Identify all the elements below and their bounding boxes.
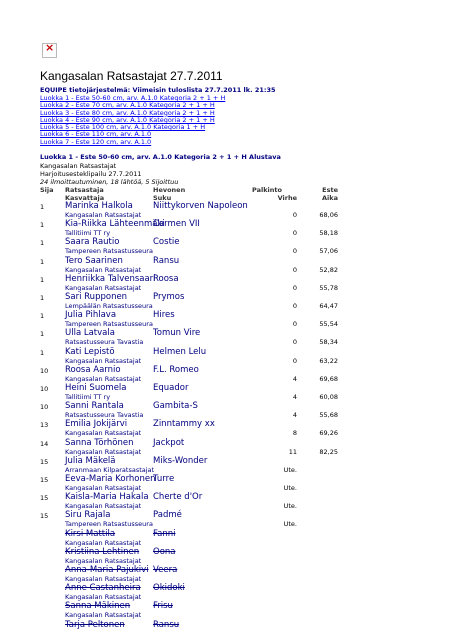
col-fault: Virhe [277, 194, 297, 202]
result-fault: 4 [292, 374, 297, 383]
result-fault: 0 [292, 320, 297, 329]
result-time: 64,47 [319, 302, 338, 310]
class-links [40, 95, 260, 146]
withdrawn-rider: Tarja Peltonen [65, 619, 125, 630]
result-horse: Cherte d'Or [153, 492, 203, 503]
result-fault: Ute. [283, 502, 297, 511]
withdrawn-rider: Anna-Maria Pajukivi [65, 565, 149, 575]
result-horse: Turre [153, 474, 175, 484]
result-time: 82,25 [319, 447, 338, 456]
result-horse: Helmen Lelu [153, 346, 207, 357]
result-horse: Gambita-S [153, 401, 198, 412]
result-rider: Saara Rautio [65, 237, 120, 248]
result-club: Kangasalan Ratsastajat [65, 265, 142, 274]
entry-stats: 24 ilmoittautuminen, 18 lähtöä, 5 Sijoittuu [40, 178, 179, 186]
result-horse: Niittykorven Napoleon [153, 201, 248, 211]
broken-image-icon: × [42, 43, 57, 58]
organizer: Kangasalan Ratsastajat [40, 162, 117, 170]
col-breed: Suku [153, 194, 172, 202]
col-pos: Sija [40, 186, 54, 194]
result-position: 1 [40, 330, 45, 339]
result-position: 15 [40, 512, 49, 521]
result-horse: Roosa [153, 273, 179, 284]
result-rider: Julia Mäkelä [65, 455, 116, 466]
result-position: 10 [40, 385, 49, 393]
withdrawn-club: Kangasalan Ratsastajat [65, 538, 142, 547]
result-club: Kangasalan Ratsastajat [65, 356, 142, 365]
class-heading: Luokka 1 - Este 50-60 cm, arv. A.1.0 Kategoria 2 + 1 + H Alustava [40, 153, 281, 161]
result-position: 1 [40, 312, 45, 321]
result-fault: 0 [292, 338, 297, 347]
result-position: 1 [40, 221, 45, 230]
result-position: 14 [40, 439, 49, 448]
result-horse: Hires [153, 310, 175, 321]
result-position: 1 [40, 294, 45, 302]
result-rider: Sanni Rantala [65, 401, 124, 412]
result-club: Tallitiimi TT ry [65, 393, 111, 401]
result-position: 10 [40, 366, 49, 375]
result-club: Kangasalan Ratsastajat [65, 484, 142, 492]
result-time: 58,18 [319, 229, 338, 238]
result-time: 69,68 [319, 374, 338, 383]
result-time: 68,06 [319, 211, 338, 219]
result-horse: Ransu [153, 255, 180, 266]
col-prize: Palkinto [252, 186, 282, 194]
result-club: Kangasalan Ratsastajat [65, 502, 142, 511]
page-title: Kangasalan Ratsastajat 27.7.2011 [40, 69, 223, 83]
result-club: Kangasalan Ratsastajat [65, 211, 142, 219]
withdrawn-horse: Veera [153, 565, 178, 575]
result-fault: 0 [292, 265, 297, 274]
result-position: 13 [40, 421, 49, 430]
result-fault: 4 [292, 411, 297, 420]
result-position: 1 [40, 348, 45, 357]
withdrawn-horse: Okidoki [153, 583, 185, 594]
result-rider: Heini Suomela [65, 383, 127, 393]
result-position: 10 [40, 403, 49, 412]
result-fault: 0 [292, 229, 297, 238]
withdrawn-horse: Ransu [153, 619, 180, 630]
result-fault: Ute. [283, 465, 297, 474]
result-fault: 0 [292, 247, 297, 256]
withdrawn-club: Kangasalan Ratsastajat [65, 575, 142, 583]
result-time: 63,22 [319, 356, 338, 365]
result-time: 58,34 [319, 338, 338, 347]
withdrawn-club: Kangasalan Ratsastajat [65, 593, 142, 602]
result-position: 15 [40, 457, 49, 466]
result-fault: 0 [292, 211, 297, 219]
result-rider: Julia Pihlava [65, 310, 117, 321]
result-rider: Kia-Riikka Lähteenmäki [65, 219, 165, 230]
withdrawn-horse: Frisu [153, 601, 173, 612]
result-club: Arranmaan Kilparatsastajat [65, 465, 155, 474]
class-link-4[interactable]: Luokka 4 - Este 90 cm, arv. A.1.0 Kategoria 2 + 1 + H [40, 115, 215, 124]
result-rider: Kati Lepistö [65, 346, 115, 357]
result-rider: Roosa Aarnio [65, 364, 121, 375]
result-position: 15 [40, 494, 49, 503]
class-link-3[interactable]: Luokka 3 - Este 80 cm, arv. A.1.0 Kategoria 2 + 1 + H [40, 108, 215, 117]
result-club: Tampereen Ratsastusseura [65, 247, 153, 256]
withdrawn-rider: Sanna Mäkinen [65, 601, 131, 612]
class-link-7[interactable]: Luokka 7 - Este 120 cm, arv. A.1.0 [40, 137, 152, 146]
result-horse: Padmé [153, 510, 182, 521]
col-horse: Hevonen [153, 186, 186, 194]
result-horse: Miks-Wonder [153, 455, 208, 466]
result-club: Tampereen Ratsastusseura [65, 520, 153, 529]
result-horse: Equador [153, 383, 189, 393]
result-time: 55,68 [319, 411, 338, 420]
col-time: Aika [322, 194, 338, 202]
result-club: Lempäälän Ratsastusseura [65, 302, 153, 310]
class-link-5[interactable]: Luokka 5 - Este 100 cm, arv. A.1.0 Kategoria 1 + H [40, 123, 206, 132]
result-rider: Henriikka Talvensaari [65, 273, 156, 284]
result-rider: Sanna Törhönen [65, 437, 134, 448]
result-time: 52,82 [319, 265, 338, 274]
result-rider: Tero Saarinen [65, 255, 123, 266]
result-horse: Zinntammy xx [153, 419, 215, 430]
result-fault: 8 [292, 429, 297, 438]
result-rider: Emilia Jokijärvi [65, 419, 128, 430]
result-time: 55,78 [319, 283, 338, 292]
result-club: Kangasalan Ratsastajat [65, 283, 142, 292]
withdrawn-rider: Kristiina Lehtinen [65, 546, 140, 557]
withdrawn-club: Kangasalan Ratsastajat [65, 556, 142, 565]
result-club: Kangasalan Ratsastajat [65, 374, 142, 383]
withdrawn-club: Kangasalan Ratsastajat [65, 611, 142, 620]
result-fault: 0 [292, 302, 297, 310]
result-horse: Costie [153, 237, 180, 248]
result-rider: Kaisla-Maria Hakala [65, 492, 149, 503]
result-horse: Carmen VII [153, 219, 200, 230]
withdrawn-rider: Kirsi Mattila [65, 528, 116, 539]
result-time: 57,06 [319, 247, 338, 256]
class-link-6[interactable]: Luokka 6 - Este 110 cm, arv. A.1.0 [40, 130, 152, 139]
result-rider: Marinka Halkola [65, 201, 133, 211]
result-horse: Prymos [153, 292, 185, 302]
result-rider: Sari Rupponen [65, 292, 128, 302]
withdrawn-horse: Oona [153, 546, 176, 557]
withdrawn-rider: Anne Castanheira [65, 583, 141, 594]
result-club: Kangasalan Ratsastajat [65, 429, 142, 438]
result-club: Ratsastusseura Tavastia [65, 338, 144, 347]
col-club: Kasvattaja [65, 194, 105, 202]
event-name: Harjoitusesteklipailu 27.7.2011 [40, 170, 142, 178]
result-rider: Eeva-Maria Korhonen [65, 474, 156, 484]
result-fault: 4 [292, 393, 297, 401]
result-time: 60,08 [319, 393, 338, 401]
result-time: 55,54 [319, 320, 338, 329]
result-time: 69,26 [319, 429, 338, 438]
result-position: 1 [40, 275, 45, 284]
class-link-2[interactable]: Luokka 2 - Este 70 cm, arv. A.1.0 Kategoria 2 + 1 + H [40, 101, 215, 110]
result-position: 15 [40, 476, 49, 484]
result-position: 1 [40, 239, 45, 248]
result-fault: Ute. [283, 520, 297, 529]
result-club: Ratsastusseura Tavastia [65, 411, 144, 420]
col-obstacle: Este [322, 186, 338, 194]
withdrawn-horse: Fanni [153, 528, 176, 539]
result-horse: Tomun Vire [153, 328, 201, 339]
result-rider: Ulla Latvala [65, 328, 115, 339]
result-fault: Ute. [283, 484, 297, 492]
subtitle: EQUIPE tietojärjestelmä: Viimeisin tuloslista 27.7.2011 lk. 21:35 [40, 86, 276, 94]
result-club: Tallitiimi TT ry [65, 229, 111, 238]
result-horse: Jackpot [153, 437, 185, 448]
result-club: Kangasalan Ratsastajat [65, 447, 142, 456]
result-position: 1 [40, 257, 45, 266]
class-link-1[interactable]: Luokka 1 - Este 50-60 cm, arv. A.1.0 Kategoria 2 + 1 + H [40, 94, 226, 102]
result-club: Tampereen Ratsastusseura [65, 320, 153, 329]
result-position: 1 [40, 203, 45, 211]
result-fault: 0 [292, 356, 297, 365]
result-fault: 0 [292, 283, 297, 292]
result-rider: Siru Rajala [65, 510, 111, 521]
result-fault: 11 [288, 447, 297, 456]
result-horse: F.L. Romeo [153, 364, 199, 375]
col-rider: Ratsastaja [65, 186, 104, 194]
